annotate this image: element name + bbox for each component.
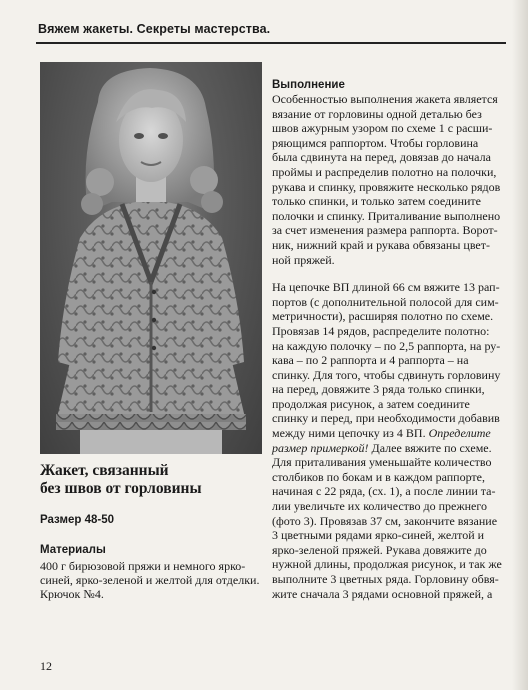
model-photo: [40, 62, 262, 454]
materials-line: Крючок №4.: [40, 587, 104, 602]
body-line: на перед, довяжите 3 ряда только спинки,: [272, 382, 485, 397]
body-line: Провязав 14 рядов, распределите полотно:: [272, 323, 490, 338]
body-line: спинку. Для того, чтобы сдвинуть горловину: [272, 367, 501, 382]
body-line: швов ажурным узором по схеме 1 с расши-: [272, 121, 493, 136]
body-line: ярко-зеленой пряжей. Рукава довяжите до: [272, 542, 487, 557]
body-line: портов (с дополнительной полосой для сим-: [272, 294, 499, 309]
article-title: [40, 462, 270, 498]
body-line: Для приталивания уменьшайте количество: [272, 455, 492, 470]
body-line: столбиков по бокам и в каждом раппорте,: [272, 469, 485, 484]
execution-paragraph-2: [272, 280, 504, 601]
body-line: вязание от горловины одной деталью без: [272, 106, 482, 121]
body-line: рукава и спинку, провяжите несколько рядов: [272, 179, 501, 194]
article-title-line: Жакет, связанный: [40, 462, 169, 479]
body-line: только спинки, и только затем соедините: [272, 194, 481, 209]
body-line-with-emphasis: [272, 426, 504, 441]
materials-line: синей, ярко-зеленой и желтой для отделки.: [40, 573, 260, 588]
body-line: ряющимся раппортом. Чтобы горловина: [272, 135, 479, 150]
body-line: (фото 3). Провязав 37 см, закончите вязание: [272, 513, 498, 528]
page-number: 12: [40, 659, 52, 673]
execution-paragraph-1: [272, 92, 504, 267]
execution-heading: Выполнение: [272, 79, 345, 91]
body-line: лии увеличьте их количество до прежнего: [272, 499, 488, 514]
materials-text: [40, 559, 265, 602]
header-rule: [36, 42, 506, 44]
body-line: жите сначала 3 рядами основной пряжей, а: [272, 586, 493, 601]
instructions-column: [272, 78, 504, 601]
materials-line: 400 г бирюзовой пряжи и немного ярко-: [40, 559, 246, 573]
body-line: продолжая рисунок, а затем соедините: [272, 396, 470, 411]
body-line: начиная с 22 ряда, (сх. 1), а после линии та-: [272, 484, 496, 499]
body-line: ной пряжей.: [272, 252, 335, 267]
body-line: полочки и спинку. Приталивание выполнено: [272, 208, 501, 223]
body-line: 3 цветными рядами ярко-синей, желтой и: [272, 528, 485, 543]
body-line: проймы и распределив полотно на полочки,: [272, 164, 497, 179]
size-label: Размер 48-50: [40, 514, 115, 526]
running-header: Вяжем жакеты. Секреты мастерства.: [38, 22, 271, 36]
body-line: На цепочке ВП длиной 66 см вяжите 13 рап-: [272, 280, 500, 295]
model-photo-illustration: [40, 62, 262, 454]
article-title-line: без швов от горловины: [40, 480, 202, 497]
body-text: между ними цепочку из 4 ВП.: [272, 426, 426, 441]
body-line: на каждую полочку – по 2,5 раппорта, на ру-: [272, 338, 501, 353]
body-line: кава – по 2 раппорта и 4 раппорта – на: [272, 353, 469, 368]
body-line: метричности), расширяя полотно по схеме.: [272, 309, 494, 324]
emphasis-text: Определите: [428, 426, 491, 441]
page-edge-shadow: [512, 0, 528, 690]
body-line: Особенностью выполнения жакета является: [272, 92, 498, 106]
body-line-with-emphasis: [272, 441, 504, 456]
body-line: за счет изменения размера раппорта. Ворот-: [272, 223, 498, 238]
body-text: Далее вяжите по схеме.: [371, 440, 492, 455]
body-line: спинку и перед, при необходимости добавив: [272, 411, 500, 426]
body-line: ник, нижний край и рукава обвязаны цвет-: [272, 237, 490, 252]
materials-heading: Материалы: [40, 544, 106, 556]
body-line: выполните 3 цветных ряда. Горловину обвя-: [272, 572, 499, 586]
emphasis-text: размер примеркой!: [272, 440, 369, 455]
body-line: нужной длины, продолжая рисунок, и так же: [272, 557, 502, 572]
body-line: была сдвинута на перед, довязав до начала: [272, 150, 491, 165]
